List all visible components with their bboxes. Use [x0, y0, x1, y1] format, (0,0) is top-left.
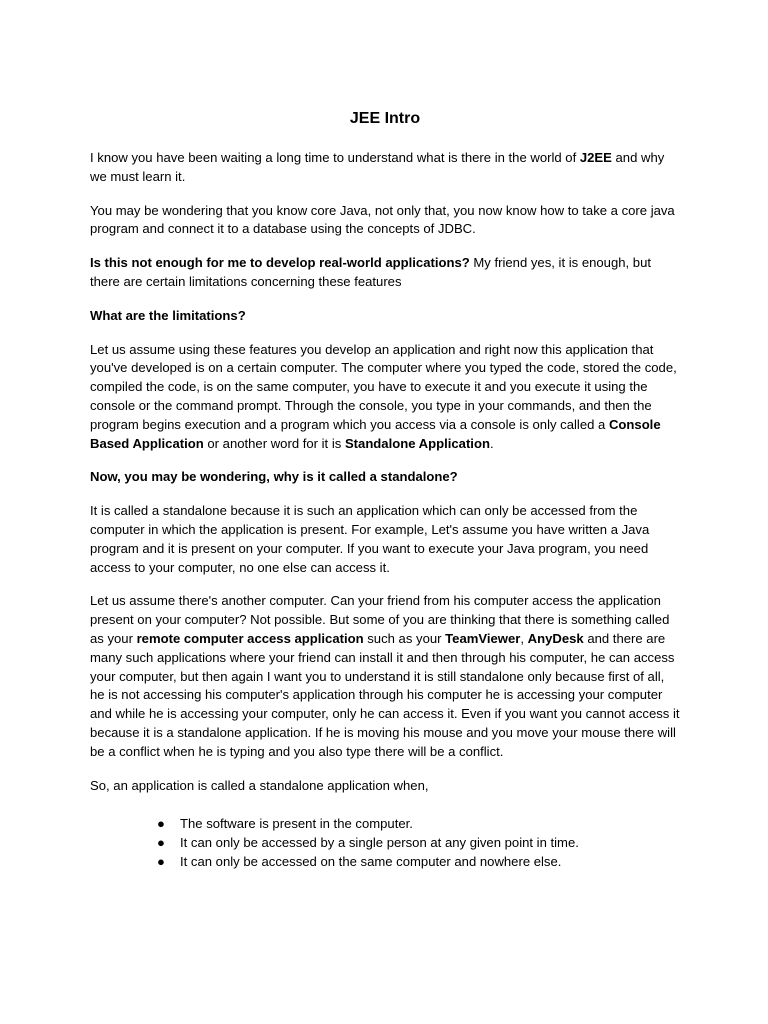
- list-item: ● It can only be accessed by a single person at any given point in time.: [180, 834, 680, 853]
- paragraph-standalone-explanation: It is called a standalone because it is such an application which can only be accessed from the computer in which the application is present. For example, Let's assume you have written a Java program and it is present on your computer. If you want to execute your Java program, you need access to your computer, no one else can access it.: [90, 503, 650, 575]
- paragraph-enough-question: Is this not enough for me to develop real-world applications? My friend yes, it is enough, but there are certain limitations concerning these features: [90, 255, 651, 289]
- list-item: ● The software is present in the computer.: [180, 815, 680, 834]
- paragraph-standalone-when: So, an application is called a standalone application when,: [90, 777, 429, 793]
- term-j2ee: J2EE: [579, 150, 612, 165]
- bullet-dot-icon: ●: [157, 853, 165, 869]
- paragraph-intro: I know you have been waiting a long time to understand what is there in the world of J2EE and why we must learn it.: [90, 150, 665, 184]
- paragraph-remote-access: Let us assume there's another computer. Can your friend from his computer access the application present on your computer? Not possible. But some of you are thinking that there is something called as your remote computer access application such as your TeamViewer, AnyDesk and there are many such applications where your friend can install it and then through his computer, he can access your computer, but then again I want you to understand it is still standalone only because first of all, he is not accessing his computer's application through his computer he is accessing your computer and while he is accessing your computer, only he can access it. Even if you want you cannot access it because it is a standalone application. If he is moving his mouse and you move your mouse there will be a conflict when he is typing and you also type there will be a conflict.: [90, 593, 680, 759]
- term-teamviewer: TeamViewer: [445, 630, 521, 646]
- heading-why-standalone: Now, you may be wondering, why is it called a standalone?: [90, 469, 458, 485]
- bullet-list: [90, 815, 680, 871]
- document-title: JEE Intro: [349, 110, 421, 127]
- question-enough: Is this not enough for me to develop real-world applications?: [90, 255, 470, 271]
- bullet-dot-icon: ●: [157, 816, 165, 832]
- paragraph-console-application: Let us assume using these features you develop an application and right now this application that you've developed is on a certain computer. The computer where you typed the code, stored the code, compiled the code, is on the same computer, you have to execute it and you execute it using the console or the command prompt. Through the console, you type in your commands, and then the program begins execution and a program which you access via a console is only called a Console Based Application or another word for it is Standalone Application.: [90, 341, 677, 451]
- paragraph-core-java: You may be wondering that you know core Java, not only that, you now know how to take a core java program and connect it to a database using the concepts of JDBC.: [90, 202, 675, 237]
- term-anydesk: AnyDesk: [527, 630, 584, 646]
- term-console-based-application: Console Based Application: [90, 416, 661, 451]
- list-item: ● It can only be accessed on the same computer and nowhere else.: [180, 853, 680, 872]
- bullet-dot-icon: ●: [157, 835, 165, 851]
- term-remote-access: remote computer access application: [136, 630, 364, 646]
- heading-limitations: What are the limitations?: [90, 307, 246, 323]
- term-standalone-application: Standalone Application: [344, 435, 490, 451]
